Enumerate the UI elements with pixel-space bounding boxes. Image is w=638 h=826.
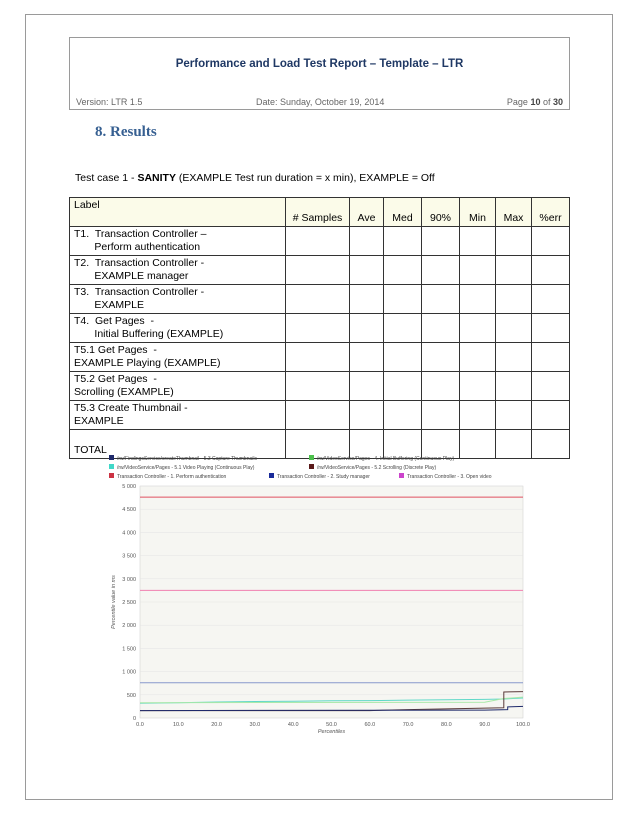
table-cell bbox=[286, 285, 350, 314]
table-cell bbox=[422, 256, 460, 285]
row-label-line1: T5.2 Get Pages - bbox=[74, 373, 157, 385]
row-label bbox=[70, 314, 286, 343]
y-tick-label: 0 bbox=[132, 716, 136, 722]
row-label-line2: TOTAL bbox=[74, 444, 107, 456]
x-tick-label: 90.0 bbox=[479, 722, 491, 728]
legend-swatch bbox=[309, 464, 314, 469]
column-header: # Samples bbox=[286, 198, 350, 227]
y-tick-label: 500 bbox=[126, 692, 136, 699]
table-cell bbox=[496, 372, 532, 401]
table-cell bbox=[286, 256, 350, 285]
page-current: 10 bbox=[530, 97, 541, 107]
x-tick-label: 0.0 bbox=[136, 722, 144, 728]
column-header: Label bbox=[70, 198, 286, 227]
table-cell bbox=[532, 256, 570, 285]
table-row bbox=[70, 401, 570, 430]
table-cell bbox=[422, 372, 460, 401]
table-cell bbox=[460, 401, 496, 430]
table-cell bbox=[286, 401, 350, 430]
test-case-suffix: (EXAMPLE Test run duration = x min), EXAMPLE = Off bbox=[175, 172, 435, 184]
column-header: 90% bbox=[422, 198, 460, 227]
table-row bbox=[70, 256, 570, 285]
legend-label: Transaction Controller - 2. Study manager bbox=[277, 474, 370, 480]
x-tick-label: 70.0 bbox=[402, 722, 414, 728]
table-cell bbox=[350, 401, 384, 430]
legend-label: Transaction Controller - 3. Open video bbox=[407, 474, 492, 480]
table-cell bbox=[532, 401, 570, 430]
row-label-line2: EXAMPLE bbox=[74, 415, 124, 427]
row-label bbox=[70, 343, 286, 372]
table-cell bbox=[384, 343, 422, 372]
row-label-line2: Scrolling (EXAMPLE) bbox=[74, 386, 174, 398]
x-tick-label: 50.0 bbox=[326, 722, 337, 728]
row-label-line1 bbox=[74, 431, 281, 444]
table-row bbox=[70, 314, 570, 343]
table-cell bbox=[384, 372, 422, 401]
table-row bbox=[70, 285, 570, 314]
page-of: of bbox=[540, 97, 553, 107]
table-cell bbox=[350, 256, 384, 285]
row-label bbox=[70, 227, 286, 256]
row-label bbox=[70, 401, 286, 430]
table-row bbox=[70, 372, 570, 401]
row-label-line2: Perform authentication bbox=[74, 241, 201, 253]
row-label-line1: T4. Get Pages - bbox=[74, 315, 154, 327]
y-tick-label: 3 500 bbox=[122, 553, 136, 560]
column-header: Min bbox=[460, 198, 496, 227]
y-tick-label: 2 500 bbox=[122, 600, 136, 606]
table-row bbox=[70, 227, 570, 256]
table-cell bbox=[496, 343, 532, 372]
y-tick-label: 5 000 bbox=[122, 484, 136, 490]
x-axis-label: Percentiles bbox=[317, 729, 346, 735]
test-case-prefix: Test case 1 - bbox=[75, 172, 138, 184]
row-label-line1: T5.1 Get Pages - bbox=[74, 344, 157, 356]
table-cell bbox=[460, 314, 496, 343]
date-label: Date: Sunday, October 19, 2014 bbox=[256, 97, 385, 107]
legend-swatch bbox=[109, 464, 114, 469]
column-header: Max bbox=[496, 198, 532, 227]
column-header: Ave bbox=[350, 198, 384, 227]
row-label-line1: T1. Transaction Controller – bbox=[74, 228, 207, 240]
x-tick-label: 10.0 bbox=[172, 722, 184, 728]
table-cell bbox=[286, 314, 350, 343]
legend-label: /rw/VideoService/Pages - 5.1 Video Playing (Continuous Play) bbox=[117, 465, 255, 471]
legend-swatch bbox=[309, 455, 314, 460]
row-label-line2: EXAMPLE bbox=[74, 299, 145, 311]
table-cell bbox=[350, 372, 384, 401]
x-tick-label: 30.0 bbox=[249, 722, 261, 728]
legend-label: Transaction Controller - 1. Perform authentication bbox=[117, 474, 227, 480]
table-cell bbox=[286, 227, 350, 256]
page-number bbox=[507, 97, 563, 107]
page-header bbox=[69, 37, 570, 110]
row-label-line2: EXAMPLE Playing (EXAMPLE) bbox=[74, 357, 221, 369]
table-cell bbox=[496, 227, 532, 256]
x-tick-label: 60.0 bbox=[364, 722, 376, 728]
x-tick-label: 80.0 bbox=[441, 722, 452, 728]
table-cell bbox=[460, 256, 496, 285]
row-label-line2: EXAMPLE manager bbox=[74, 270, 189, 282]
percentiles-chart bbox=[103, 454, 535, 736]
table-cell bbox=[532, 227, 570, 256]
row-label bbox=[70, 285, 286, 314]
table-cell bbox=[350, 314, 384, 343]
table-cell bbox=[422, 227, 460, 256]
table-cell bbox=[496, 314, 532, 343]
column-header: Med bbox=[384, 198, 422, 227]
table-cell bbox=[532, 314, 570, 343]
table-cell bbox=[422, 343, 460, 372]
x-tick-label: 40.0 bbox=[287, 722, 299, 728]
results-table bbox=[69, 197, 570, 459]
table-cell bbox=[532, 285, 570, 314]
table-cell bbox=[384, 256, 422, 285]
test-case-caption bbox=[75, 172, 435, 184]
table-cell bbox=[286, 343, 350, 372]
y-tick-label: 3 000 bbox=[122, 576, 136, 583]
row-label bbox=[70, 372, 286, 401]
page-total: 30 bbox=[552, 97, 563, 107]
table-cell bbox=[496, 256, 532, 285]
row-label-line2: Initial Buffering (EXAMPLE) bbox=[74, 328, 224, 340]
x-tick-label: 20.0 bbox=[211, 722, 222, 728]
table-cell bbox=[496, 285, 532, 314]
table-header-row bbox=[70, 198, 570, 227]
table-cell bbox=[460, 343, 496, 372]
section-title: 8. Results bbox=[95, 124, 157, 140]
x-tick-label: 100.0 bbox=[516, 722, 530, 728]
legend-swatch bbox=[399, 473, 404, 478]
column-header: %err bbox=[532, 198, 570, 227]
legend-swatch bbox=[269, 473, 274, 478]
table-cell bbox=[460, 285, 496, 314]
table-row bbox=[70, 343, 570, 372]
row-label-line1: T5.3 Create Thumbnail - bbox=[74, 402, 188, 414]
table-cell bbox=[384, 227, 422, 256]
table-cell bbox=[532, 430, 570, 459]
table-cell bbox=[532, 372, 570, 401]
table-cell bbox=[422, 314, 460, 343]
y-tick-label: 1 000 bbox=[122, 669, 136, 676]
y-tick-label: 4 000 bbox=[122, 530, 136, 537]
y-tick-label: 1 500 bbox=[122, 646, 136, 653]
row-label-line1: T2. Transaction Controller - bbox=[74, 257, 205, 269]
table-cell bbox=[350, 285, 384, 314]
table-cell bbox=[350, 227, 384, 256]
table-cell bbox=[350, 343, 384, 372]
row-label bbox=[70, 256, 286, 285]
report-title: Performance and Load Test Report – Template – LTR bbox=[175, 58, 464, 70]
page-prefix: Page bbox=[506, 97, 531, 107]
table-cell bbox=[532, 343, 570, 372]
legend-swatch bbox=[109, 455, 114, 460]
table-cell bbox=[422, 285, 460, 314]
legend-label: /rw/VideoService/Pages - 5.2 Scrolling (Discrete Play) bbox=[317, 465, 437, 471]
table-cell bbox=[384, 314, 422, 343]
table-cell bbox=[384, 401, 422, 430]
legend-label: /rw/VideoService/Pages - 4. Initial Buffering (Continuous Play) bbox=[317, 456, 455, 462]
table-cell bbox=[286, 372, 350, 401]
test-case-name: SANITY bbox=[137, 172, 176, 184]
table-cell bbox=[460, 227, 496, 256]
table-cell bbox=[422, 401, 460, 430]
table-cell bbox=[496, 401, 532, 430]
version-label: Version: LTR 1.5 bbox=[76, 97, 143, 107]
table-cell bbox=[384, 285, 422, 314]
y-tick-label: 4 500 bbox=[122, 507, 136, 514]
legend-label: /rw/FindingsService/createThumbnail - 5.3 Capture Thumbnails bbox=[117, 456, 257, 462]
row-label-line1: T3. Transaction Controller - bbox=[74, 286, 205, 298]
y-tick-label: 2 000 bbox=[122, 623, 136, 630]
y-axis-label: Percentile value in ms bbox=[111, 575, 117, 629]
legend-swatch bbox=[109, 473, 114, 478]
table-cell bbox=[460, 372, 496, 401]
